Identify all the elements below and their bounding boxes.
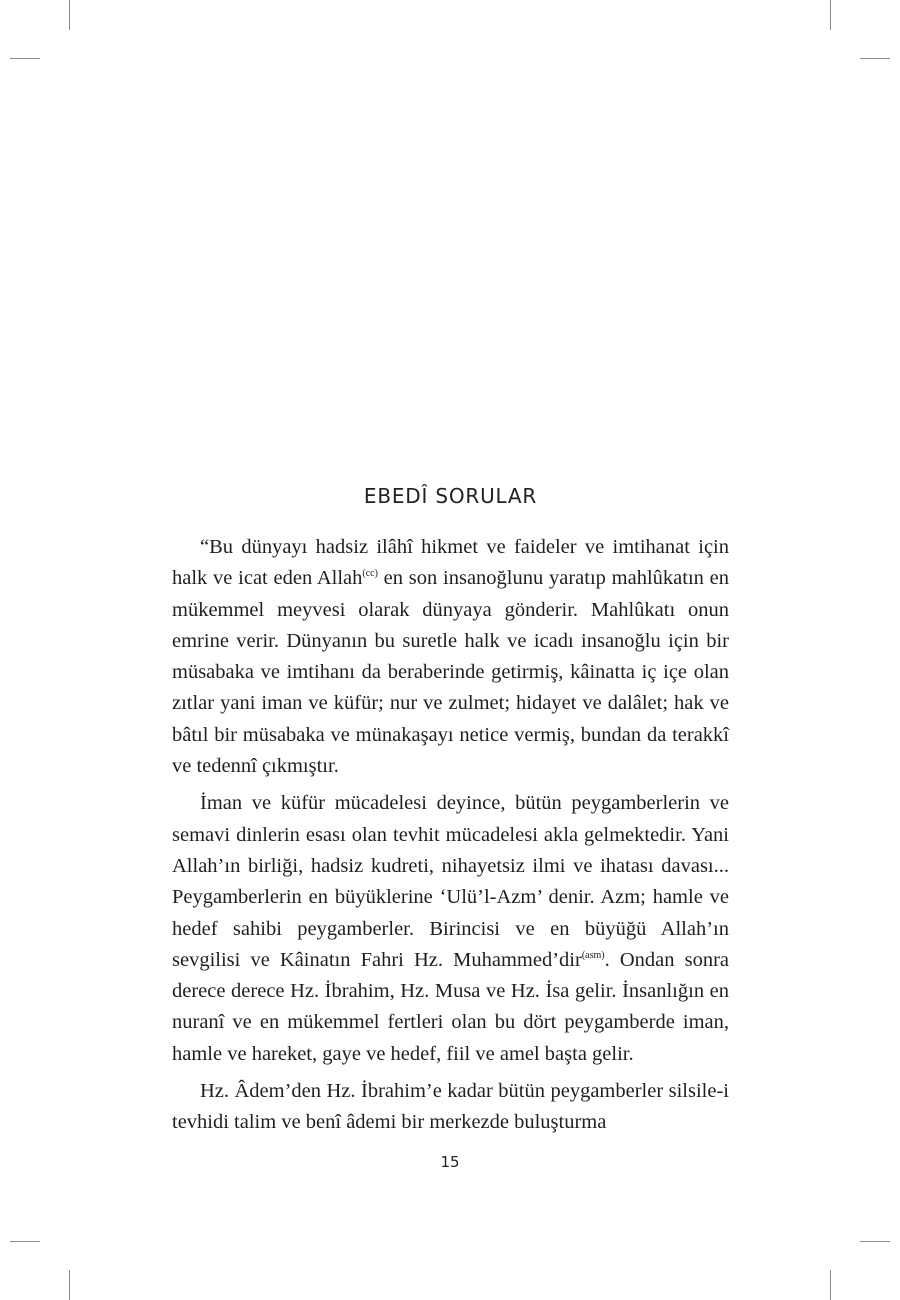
crop-mark-top-left <box>69 0 70 30</box>
paragraph-2 <box>172 788 729 1070</box>
page-body <box>172 478 729 1145</box>
chapter-title: EBEDÎ SORULAR <box>363 484 538 508</box>
crop-mark-top-right <box>830 0 831 30</box>
crop-mark-right-bottom <box>860 1241 890 1242</box>
paragraph-1 <box>172 532 729 782</box>
paragraph-3-text: Hz. Âdem’den Hz. İbrahim’e kadar bütün peygamberler silsile-i tevhidi talim ve benî âdemi bir merkezde buluşturma <box>172 1080 729 1134</box>
paragraph-1-text-cont: en son insanoğlunu yaratıp mahlûkatın en mükemmel meyvesi olarak dünyaya gönderir. Mahlûkatı onun emrine verir. Dünyanın bu suretle halk ve icadı insanoğlu için bir müsabaka ve imtihanı da beraberinde getirmiş, kâinatta iç içe olan zıtlar yani iman ve küfür; nur ve zulmet; hidayet ve dalâlet; hak ve bâtıl bir müsabaka ve münakaşayı netice vermiş, bundan da terakkî ve tedennî çıkmıştır. <box>172 567 729 778</box>
paragraph-3 <box>172 1076 729 1139</box>
paragraph-2-text-cont: . Ondan sonra derece derece Hz. İbrahim, Hz. Musa ve Hz. İsa gelir. İnsanlığın en nuranî ve en mükemmel fertleri olan bu dört peygamberde iman, hamle ve hareket, gaye ve hedef, fiil ve amel başta gelir. <box>172 948 729 1065</box>
crop-mark-left-top <box>10 58 40 59</box>
crop-mark-bottom-left <box>69 1270 70 1300</box>
honorific-note: (asm) <box>581 949 605 961</box>
paragraph-1-text: “Bu dünyayı hadsiz ilâhî hikmet ve faideler ve imtihanat için halk ve icat eden Allah <box>172 536 729 590</box>
crop-mark-right-top <box>860 58 890 59</box>
honorific-note: (cc) <box>362 568 378 580</box>
paragraph-2-text: İman ve küfür mücadelesi deyince, bütün peygamberlerin ve semavi dinlerin esası olan tevhit mücadelesi akla gelmektedir. Yani Allah’ın birliği, hadsiz kudreti, nihayetsiz ilmi ve ihatası davası... Peygamberlerin en büyüklerine ‘Ulü’l-Azm’ denir. Azm; hamle ve hedef sahibi peygamberler. Birincisi ve en büyüğü Allah’ın sevgilisi ve Kâinatın Fahri Hz. Muhammed’dir <box>172 792 729 971</box>
page-number: 15 <box>440 1153 460 1171</box>
crop-mark-bottom-right <box>830 1270 831 1300</box>
crop-mark-left-bottom <box>10 1241 40 1242</box>
